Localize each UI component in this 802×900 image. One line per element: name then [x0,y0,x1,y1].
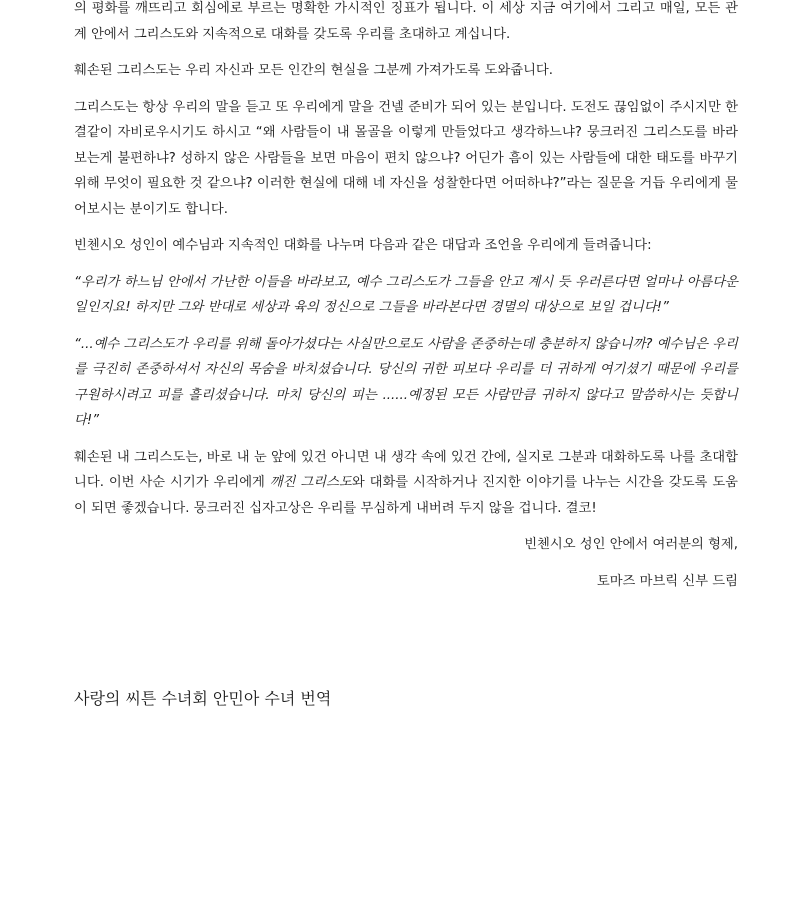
emphasis-text: 깨진 그리스도 [269,475,352,490]
translator-credit: 사랑의 씨튼 수녀회 안민아 수녀 번역 [74,689,332,708]
quote: “...예수 그리스도가 우리를 위해 돌아가셨다는 사실만으로도 사람을 존중하는데 충분하지 않습니까? 예수님은 우리를 극진히 존중하셔서 자신의 목숨을 바치셨습니다. 당신의 귀한 피보다 우리를 더 귀하게 여기셨기 때문에 우리를 구원하시려고 피를 흘리셨습니다. 마치 당신의 피는 ......예정된 모든 사람만큼 귀하지 않다고 말씀하시는 듯합니다!” [74,336,738,428]
signature-line: 빈첸시오 성인 안에서 여러분의 형제, [524,537,738,552]
letter-body [74,0,738,594]
signature-name: 토마즈 마브릭 신부 드림 [596,573,738,589]
closing-paragraph [74,445,738,522]
paragraph: 의 평화를 깨뜨리고 회심에로 부르는 명확한 가시적인 징표가 됩니다. 이 세상 지금 여기에서 그리고 매일, 모든 관계 안에서 그리스도와 지속적으로 대화를 갖도록 우리를 초대하고 계십니다. [74,1,738,42]
closing-text: 와 대화를 시작하거나 진지한 이야기를 나누는 시간을 갖도록 도움이 되면 좋겠습니다. 뭉크러진 십자고상은 우리를 무심하게 내버려 두지 않을 겁니다. 결코! [74,475,739,516]
closing-text: 훼손된 내 그리스도는, 바로 내 눈 앞에 있건 아니면 내 생각 속에 있건 간에, 실지로 그분과 대화하도록 나를 초대합니다. 이번 사순 시기가 우리에게 [74,449,738,490]
paragraph: 빈첸시오 성인이 예수님과 지속적인 대화를 나누며 다음과 같은 대답과 조언을 우리에게 들려줍니다: [74,238,652,253]
quote: “우리가 하느님 안에서 가난한 이들을 바라보고, 예수 그리스도가 그들을 안고 계시 듯 우러른다면 얼마나 아름다운 일인지요! 하지만 그와 반대로 세상과 육의 정신으로 그들을 바라본다면 경멸의 대상으로 보일 겁니다!” [74,274,738,315]
paragraph: 그리스도는 항상 우리의 말을 듣고 또 우리에게 말을 건넬 준비가 되어 있는 분입니다. 도전도 끊임없이 주시지만 한결같이 자비로우시기도 하시고 “왜 사람들이 내 몰골을 이렇게 만들었다고 생각하느냐? 뭉크러진 그리스도를 바라보는게 불편하냐? 성하지 않은 사람들을 보면 마음이 편치 않으냐? 어딘가 흠이 있는 사람들에 대한 태도를 바꾸기 위해 무엇이 필요한 것 같으냐? 이러한 현실에 대해 네 자신을 성찰한다면 어떠하냐?”라는 질문을 거듭 우리에게 물어보시는 분이기도 합니다. [74,99,738,217]
paragraph: 훼손된 그리스도는 우리 자신과 모든 인간의 현실을 그분께 가져가도록 도와줍니다. [74,63,553,78]
